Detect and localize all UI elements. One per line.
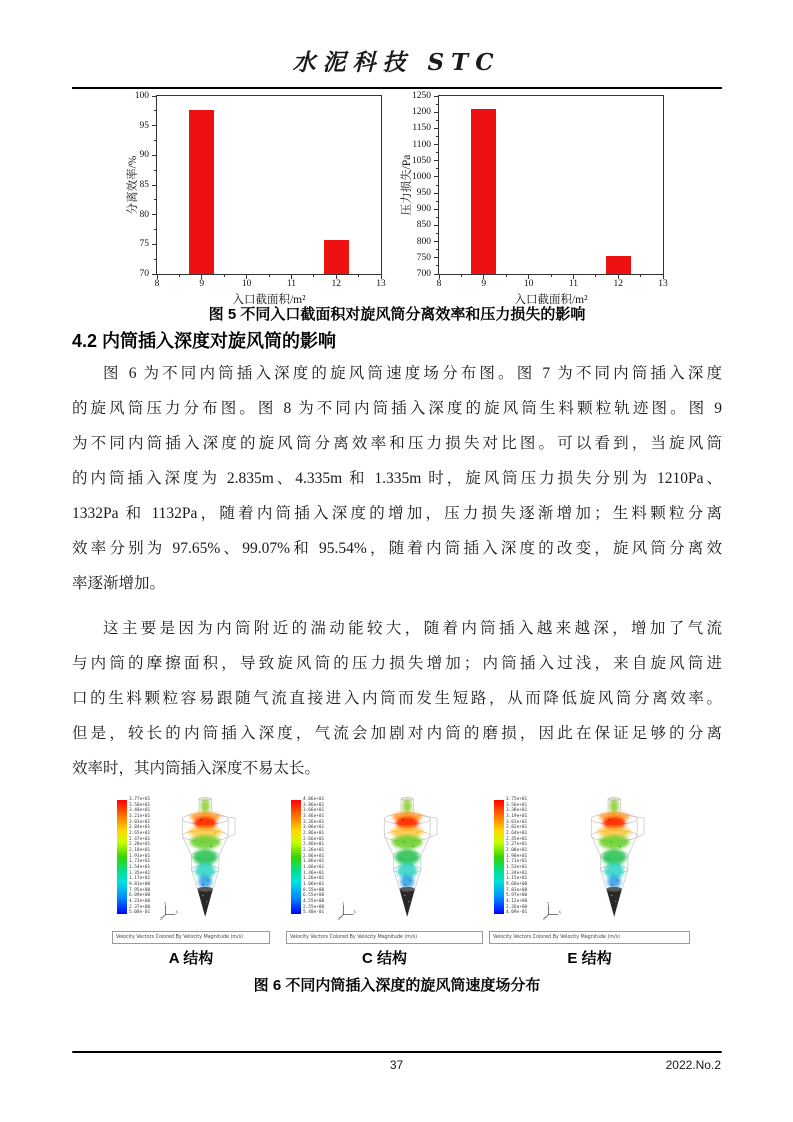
x-tick-label: 11 <box>568 279 578 289</box>
legend-value: 3.21e+01 <box>129 814 151 820</box>
data-bar <box>324 240 349 274</box>
legend-value: 1.54e+01 <box>129 865 151 871</box>
legend-value: 1.53e+01 <box>506 865 528 871</box>
legend-value: 2.82e+01 <box>506 825 528 831</box>
legend-value: 9.81e+00 <box>129 882 151 888</box>
legend-value: 1.15e+01 <box>506 876 528 882</box>
text-line: 口的生料颗粒容易跟随气流直接进入内筒而发生短路，从而降低旋风筒分离效率。 <box>72 690 722 707</box>
x-minor-tick <box>313 274 314 277</box>
legend-value: 2.28e+01 <box>129 842 151 848</box>
text-line: 效率时，其内筒插入深度不易太长。 <box>72 760 321 777</box>
x-minor-tick <box>224 274 225 277</box>
x-minor-tick <box>506 274 507 277</box>
y-minor-tick <box>436 168 439 169</box>
y-tick <box>434 176 439 177</box>
colorbar-labels <box>129 798 150 916</box>
y-tick-label: 800 <box>416 236 431 247</box>
fluent-status-bar: Velocity Vectors Colored By Velocity Magnitude (m/s) <box>112 931 270 944</box>
y-tick-label: 950 <box>416 188 431 199</box>
text-line: 但是，较长的内筒插入深度，气流会加剧对内筒的磨损，因此在保证足够的分离 <box>72 725 722 742</box>
legend-value: 1.06e+01 <box>303 882 325 888</box>
paragraph-1 <box>72 356 722 601</box>
text-line: 率逐渐增加。 <box>72 575 166 592</box>
text-line: 与内筒的摩擦面积，导致旋风筒的压力损失增加；内筒插入过浅，来自旋风筒进 <box>72 655 722 672</box>
y-minor-tick <box>436 249 439 250</box>
legend-value: 3.01e+01 <box>506 819 528 825</box>
panel-label-c: C 结构 <box>361 950 407 967</box>
panel-label-e: E 结构 <box>567 950 612 967</box>
y-tick <box>434 96 439 97</box>
y-tick-label: 1200 <box>412 107 431 118</box>
y-minor-tick <box>154 140 157 141</box>
legend-value: 3.66e+01 <box>303 808 325 814</box>
y-minor-tick <box>436 233 439 234</box>
chart-separation-efficiency <box>118 90 402 306</box>
cyclone-velocity-plot <box>356 796 466 926</box>
legend-value: 2.66e+01 <box>303 836 325 842</box>
y-tick-label: 70 <box>139 269 149 279</box>
y-tick <box>434 225 439 226</box>
plot-area <box>412 91 668 289</box>
colorbar-labels <box>303 798 324 916</box>
legend-value: 1.71e+01 <box>506 859 528 865</box>
legend-value: 2.37e+00 <box>129 904 151 910</box>
legend-value: 1.73e+01 <box>129 859 151 865</box>
chart-pressure-loss <box>396 90 680 306</box>
footer-divider <box>72 1051 722 1053</box>
y-tick <box>434 144 439 145</box>
legend-value: 2.86e+01 <box>303 831 325 837</box>
legend-value: 4.06e+01 <box>303 797 325 802</box>
legend-value: 2.84e+01 <box>129 825 151 831</box>
fluent-status-bar: Velocity Vectors Colored By Velocity Magnitude (m/s) <box>489 931 690 944</box>
legend-value: 5.97e+00 <box>506 893 528 899</box>
axis-triad-icon <box>338 902 356 920</box>
y-tick-label: 90 <box>139 150 149 161</box>
x-tick-label: 12 <box>331 279 341 289</box>
x-minor-tick <box>640 274 641 277</box>
legend-value: 7.83e+00 <box>506 887 528 893</box>
y-tick-label: 85 <box>139 180 149 190</box>
y-minor-tick <box>436 120 439 121</box>
legend-value: 3.46e+01 <box>303 814 325 820</box>
legend-value: 3.06e+01 <box>303 825 325 831</box>
legend-value: 4.12e+00 <box>506 899 528 905</box>
y-minor-tick <box>436 185 439 186</box>
y-tick-label: 850 <box>416 220 431 231</box>
legend-value: 3.40e+01 <box>129 808 151 814</box>
legend-value: 2.10e+01 <box>129 848 151 854</box>
y-tick-label: 95 <box>139 120 149 131</box>
legend-value: 2.45e+01 <box>506 836 528 842</box>
y-tick-label: 1000 <box>412 171 431 182</box>
y-minor-tick <box>436 152 439 153</box>
y-tick-label: 700 <box>416 269 431 279</box>
legend-value: 1.17e+01 <box>129 876 151 882</box>
page-number: 37 <box>389 1058 404 1072</box>
x-minor-tick <box>461 274 462 277</box>
text-line: 的内筒插入深度为 2.835m、4.335m 和 1.335m 时，旋风筒压力损失分别为 1210Pa、 <box>72 470 722 487</box>
y-tick <box>434 257 439 258</box>
y-axis-title: 压力损失/Pa <box>401 154 413 216</box>
x-minor-tick <box>179 274 180 277</box>
figure5-caption: 图 5 不同入口截面积对旋风筒分离效率和压力损失的影响 <box>208 306 586 323</box>
x-minor-tick <box>595 274 596 277</box>
y-tick-label: 750 <box>416 252 431 263</box>
panel-label-a: A 结构 <box>168 950 214 967</box>
issue-label: 2022.No.2 <box>665 1058 721 1072</box>
legend-value: 3.38e+01 <box>506 808 528 814</box>
colorbar-labels <box>506 798 527 916</box>
x-tick-label: 11 <box>286 279 296 289</box>
cyclone-velocity-plot <box>563 796 673 926</box>
y-tick-label: 1150 <box>412 123 431 134</box>
x-minor-tick <box>269 274 270 277</box>
colorbar <box>494 800 504 914</box>
y-tick <box>434 241 439 242</box>
colorbar <box>291 800 301 914</box>
text-line: 图 6 为不同内筒插入深度的旋风筒速度场分布图。图 7 为不同内筒插入深度 <box>103 365 722 382</box>
legend-value: 2.47e+01 <box>129 836 151 842</box>
legend-value: 3.58e+01 <box>129 802 151 808</box>
legend-value: 4.09e-01 <box>506 910 528 916</box>
data-bar <box>189 110 214 274</box>
legend-value: 4.55e+00 <box>303 899 325 905</box>
legend-value: 2.26e+01 <box>303 848 325 854</box>
y-tick <box>152 244 157 245</box>
axis-triad-icon <box>160 902 178 920</box>
y-tick <box>434 160 439 161</box>
y-minor-tick <box>436 136 439 137</box>
text-line: 1332Pa 和 1132Pa，随着内筒插入深度的增加，压力损失逐渐增加；生料颗粒分离 <box>72 505 722 522</box>
legend-value: 2.08e+01 <box>506 848 528 854</box>
y-tick-label: 900 <box>416 204 431 215</box>
y-axis-title: 分离效率/% <box>127 155 139 215</box>
legend-value: 4.23e+00 <box>129 899 151 905</box>
figure6-caption: 图 6 不同内筒插入深度的旋风筒速度场分布 <box>253 977 541 994</box>
legend-value: 3.86e+01 <box>303 802 325 808</box>
legend-value: 1.90e+01 <box>506 853 528 859</box>
legend-value: 9.68e+00 <box>506 882 528 888</box>
legend-value: 7.95e+00 <box>129 887 151 893</box>
legend-value: 3.56e+01 <box>506 802 528 808</box>
text-line: 这主要是因为内筒附近的湍动能较大，随着内筒插入越来越深，增加了气流 <box>103 620 722 637</box>
y-minor-tick <box>154 229 157 230</box>
y-tick <box>152 96 157 97</box>
text-line: 的旋风筒压力分布图。图 8 为不同内筒插入深度的旋风筒生料颗粒轨迹图。图 9 <box>72 400 722 417</box>
legend-value: 3.77e+01 <box>129 797 151 802</box>
y-minor-tick <box>154 110 157 111</box>
legend-value: 1.46e+01 <box>303 870 325 876</box>
legend-value: 1.34e+01 <box>506 870 528 876</box>
y-tick <box>434 209 439 210</box>
y-minor-tick <box>436 104 439 105</box>
section-heading: 4.2 内筒插入深度对旋风筒的影响 <box>72 331 337 351</box>
y-tick <box>152 214 157 215</box>
legend-value: 2.06e+01 <box>303 853 325 859</box>
data-bar <box>471 109 496 274</box>
legend-value: 1.86e+01 <box>303 859 325 865</box>
text-line: 效率分别为 97.65%、99.07%和 95.54%，随着内筒插入深度的改变，旋风筒分离效 <box>72 540 722 557</box>
x-axis-title: 入口截面积/m² <box>514 294 588 306</box>
y-tick-label: 1250 <box>412 91 431 101</box>
legend-value: 6.09e+00 <box>129 893 151 899</box>
legend-value: 3.26e+01 <box>303 819 325 825</box>
y-tick-label: 80 <box>139 209 149 220</box>
legend-value: 1.26e+01 <box>303 876 325 882</box>
y-tick-label: 100 <box>134 91 149 101</box>
x-tick-label: 10 <box>523 279 534 289</box>
legend-value: 2.26e+00 <box>506 904 528 910</box>
legend-value: 3.75e+01 <box>506 797 528 802</box>
legend-value: 2.46e+01 <box>303 842 325 848</box>
y-minor-tick <box>436 265 439 266</box>
legend-value: 2.27e+01 <box>506 842 528 848</box>
x-tick-label: 12 <box>613 279 623 289</box>
x-axis-title: 入口截面积/m² <box>232 294 306 306</box>
legend-value: 5.08e-01 <box>129 910 151 916</box>
legend-value: 2.65e+01 <box>129 831 151 837</box>
cfd-panel-a <box>112 794 270 944</box>
fluent-status-bar: Velocity Vectors Colored By Velocity Magnitude (m/s) <box>286 931 483 944</box>
legend-value: 3.19e+01 <box>506 814 528 820</box>
journal-title: 水泥科技 STC <box>292 49 501 76</box>
legend-value: 1.66e+01 <box>303 865 325 871</box>
legend-value: 6.55e+00 <box>303 893 325 899</box>
axis-triad-icon <box>543 902 561 920</box>
x-tick-label: 10 <box>241 279 252 289</box>
x-minor-tick <box>551 274 552 277</box>
y-tick <box>152 125 157 126</box>
cfd-panel-e <box>489 794 690 944</box>
y-tick <box>152 185 157 186</box>
y-tick <box>434 128 439 129</box>
colorbar <box>117 800 127 914</box>
cfd-panel-c <box>286 794 483 944</box>
legend-value: 1.91e+01 <box>129 853 151 859</box>
y-tick <box>152 155 157 156</box>
y-minor-tick <box>436 217 439 218</box>
y-tick-label: 1050 <box>412 155 431 166</box>
y-tick-label: 1100 <box>412 139 431 150</box>
y-minor-tick <box>154 259 157 260</box>
x-tick-label: 8 <box>436 279 442 289</box>
y-tick <box>434 193 439 194</box>
data-bar <box>606 256 631 274</box>
x-tick-label: 13 <box>376 279 386 289</box>
x-tick-label: 9 <box>199 279 205 289</box>
legend-value: 3.03e+01 <box>129 819 151 825</box>
x-tick-label: 13 <box>658 279 668 289</box>
x-tick-label: 9 <box>481 279 487 289</box>
y-minor-tick <box>154 199 157 200</box>
header-divider <box>72 87 722 89</box>
text-line: 为不同内筒插入深度的旋风筒分离效率和压力损失对比图。可以看到，当旋风筒 <box>72 435 722 452</box>
legend-value: 8.55e+00 <box>303 887 325 893</box>
y-minor-tick <box>154 170 157 171</box>
x-minor-tick <box>358 274 359 277</box>
legend-value: 2.55e+00 <box>303 904 325 910</box>
y-tick <box>434 112 439 113</box>
legend-value: 2.64e+01 <box>506 831 528 837</box>
y-tick-label: 75 <box>139 239 149 250</box>
legend-value: 5.40e-01 <box>303 910 325 916</box>
paragraph-2 <box>72 611 722 786</box>
x-tick-label: 8 <box>154 279 160 289</box>
plot-area <box>134 91 386 289</box>
legend-value: 1.35e+01 <box>129 870 151 876</box>
y-minor-tick <box>436 201 439 202</box>
